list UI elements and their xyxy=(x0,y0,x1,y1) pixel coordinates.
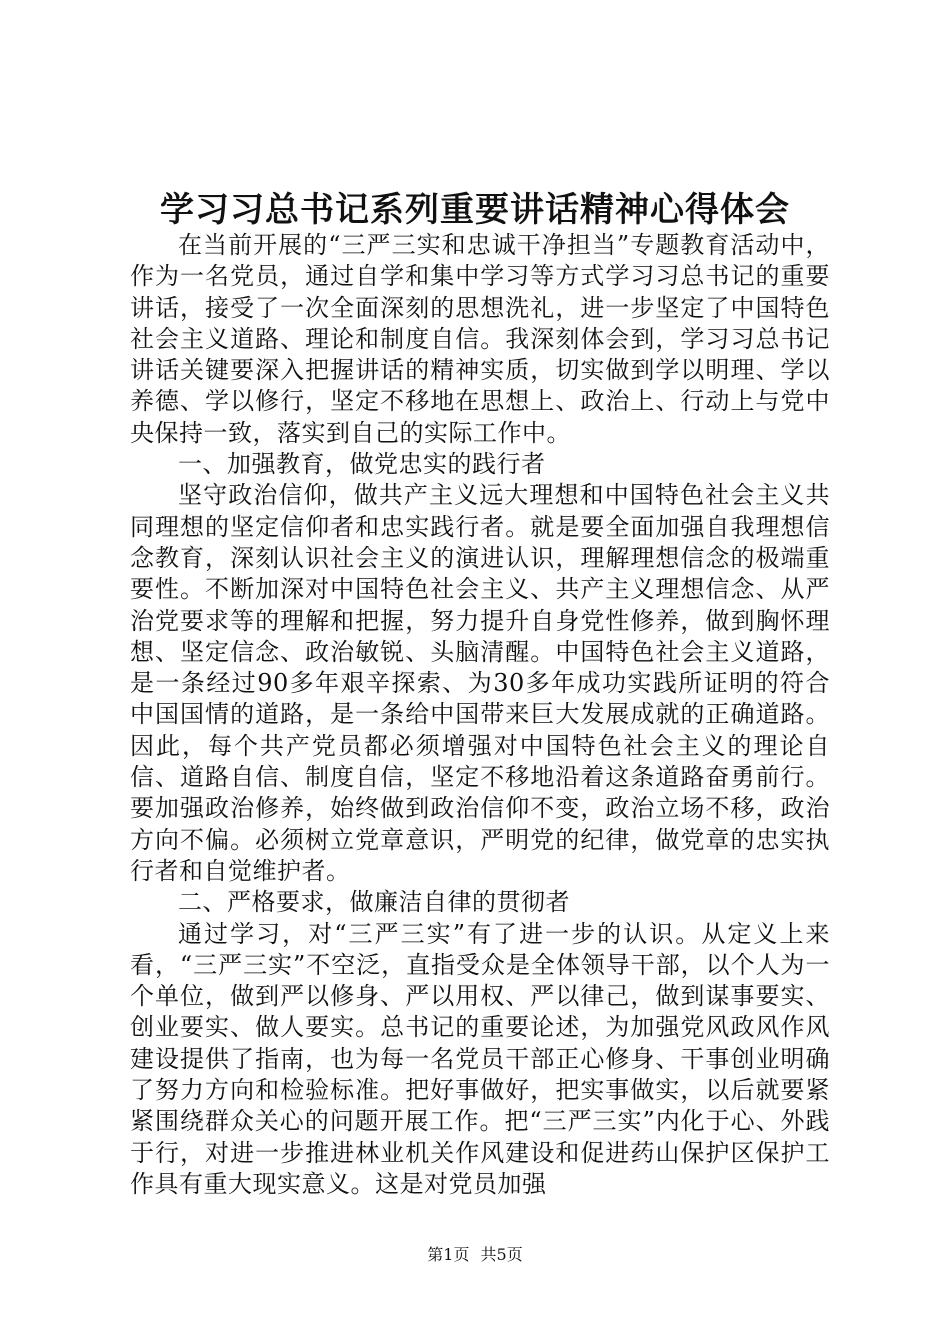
page-footer xyxy=(0,1244,950,1266)
document-title: 学习习总书记系列重要讲话精神心得体会 xyxy=(160,190,790,230)
section-heading-1: 一、加强教育，做党忠实的践行者 xyxy=(178,450,546,479)
intro-paragraph: 在当前开展的“三严三实和忠诚干净担当”专题教育活动中，作为一名党员，通过自学和集中学习等方式学习习总书记的重要讲话，接受了一次全面深刻的思想洗礼，进一步坚定了中国特色社会主义道路、理论和制度自信。我深刻体会到，学习习总书记讲话关键要深入把握讲话的精神实质，切实做到学以明理、学以养德、学以修行，坚定不移地在思想上、政治上、行动上与党中央保持一致，落实到自己的实际工作中。 xyxy=(130,231,830,447)
page-number: 第1页 xyxy=(427,1245,470,1264)
document-body xyxy=(130,230,830,1200)
section-1-paragraph: 坚守政治信仰，做共产主义远大理想和中国特色社会主义共同理想的坚定信仰者和忠实践行者。就是要全面加强自我理想信念教育，深刻认识社会主义的演进认识，理解理想信念的极端重要性。不断加深对中国特色社会主义、共产主义理想信念、从严治党要求等的理解和把握，努力提升自身党性修养，做到胸怀理想、坚定信念、政治敏锐、头脑清醒。中国特色社会主义道路，是一条经过90多年艰辛探索、为30多年成功实践所证明的符合中国国情的道路，是一条给中国带来巨大发展成就的正确道路。因此，每个共产党员都必须增强对中国特色社会主义的理论自信、道路自信、制度自信，坚定不移地沿着这条道路奋勇前行。要加强政治修养，始终做到政治信仰不变，政治立场不移，政治方向不偏。必须树立党章意识，严明党的纪律，做党章的忠实执行者和自觉维护者。 xyxy=(130,481,830,885)
section-2-paragraph: 通过学习，对“三严三实”有了进一步的认识。从定义上来看，“三严三实”不空泛，直指受众是全体领导干部，以个人为一个单位，做到严以修身、严以用权、严以律己，做到谋事要实、创业要实、做人要实。总书记的重要论述，为加强党风政风作风建设提供了指南，也为每一名党员干部正心修身、干事创业明确了努力方向和检验标准。把好事做好，把实事做实，以后就要紧紧围绕群众关心的问题开展工作。把“三严三实”内化于心、外践于行，对进一步推进林业机关作风建设和促进药山保护区保护工作具有重大现实意义。这是对党员加强 xyxy=(130,919,830,1198)
section-heading-2: 二、严格要求，做廉洁自律的贯彻者 xyxy=(178,888,570,917)
total-pages: 共5页 xyxy=(480,1245,523,1264)
